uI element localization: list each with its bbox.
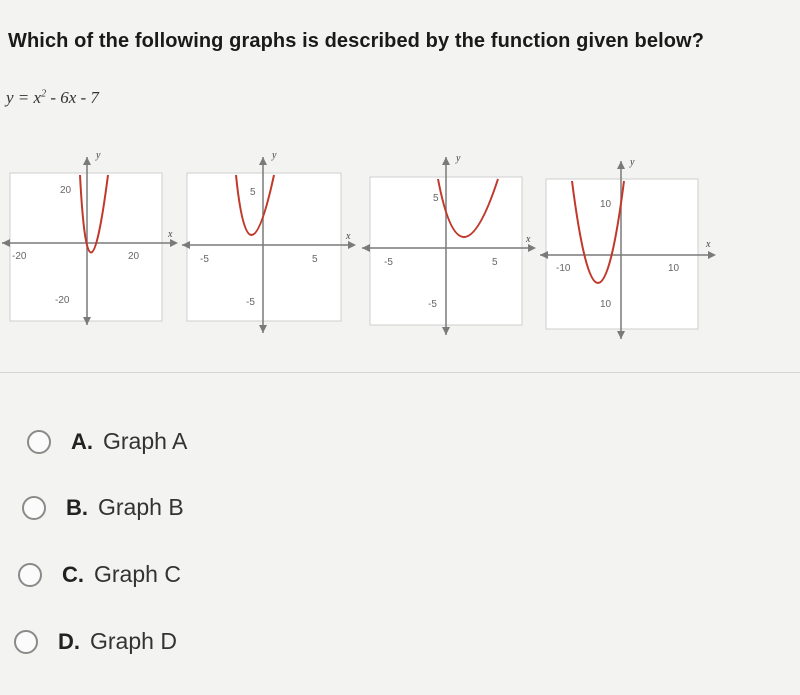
x-tick-neg: -5 — [384, 257, 393, 268]
choice-letter: D. — [58, 628, 80, 654]
y-tick-neg: -5 — [246, 297, 255, 308]
y-tick-neg: 10 — [600, 299, 612, 310]
choice-b[interactable] — [22, 494, 184, 521]
section-divider — [0, 372, 800, 373]
x-axis-arrow-left — [540, 251, 548, 259]
choice-label: Graph B — [98, 494, 184, 520]
x-tick-neg: -5 — [200, 254, 209, 265]
choice-label: Graph A — [103, 428, 188, 454]
y-axis-arrow — [259, 157, 267, 165]
x-tick-pos: 20 — [128, 251, 140, 262]
graph-d — [540, 145, 720, 345]
x-tick-pos: 10 — [668, 263, 680, 274]
x-axis-arrow — [708, 251, 716, 259]
y-axis-arrow — [83, 157, 91, 165]
radio-a[interactable] — [27, 430, 51, 454]
x-axis-label: x — [526, 234, 531, 245]
radio-b[interactable] — [22, 496, 46, 520]
graph-a — [0, 145, 180, 340]
choice-label: Graph C — [94, 561, 181, 587]
x-axis-arrow — [528, 244, 536, 252]
graph-c — [360, 145, 540, 340]
y-tick-pos: 5 — [250, 187, 256, 198]
y-tick-neg: -20 — [55, 295, 70, 306]
radio-d[interactable] — [14, 630, 38, 654]
x-tick-pos: 5 — [492, 257, 498, 268]
graph-b — [180, 145, 360, 340]
equation-lhs: y = x — [6, 88, 42, 107]
y-axis-label: y — [96, 150, 101, 161]
question-text: Which of the following graphs is described by the function given below? — [8, 30, 705, 52]
y-axis-label: y — [630, 157, 635, 168]
graph-box — [187, 173, 341, 321]
x-axis-arrow-left — [362, 244, 370, 252]
y-tick-neg: -5 — [428, 299, 437, 310]
x-axis-label: x — [168, 229, 173, 240]
x-axis-arrow-left — [2, 239, 10, 247]
y-axis-arrow — [442, 157, 450, 165]
graph-options — [0, 145, 800, 345]
y-axis-arrow-bottom — [617, 331, 625, 339]
x-axis-arrow-left — [182, 241, 190, 249]
y-tick-pos: 5 — [433, 193, 439, 204]
equation-exponent: 2 — [41, 88, 47, 100]
choice-d[interactable] — [14, 628, 177, 655]
y-tick-pos: 20 — [60, 185, 72, 196]
choice-letter: A. — [71, 428, 93, 454]
y-axis-label: y — [456, 153, 461, 164]
y-tick-pos: 10 — [600, 199, 612, 210]
function-equation — [6, 88, 99, 108]
x-axis-label: x — [706, 239, 711, 250]
x-tick-pos: 5 — [312, 254, 318, 265]
x-axis-label: x — [346, 231, 351, 242]
x-tick-neg: -10 — [556, 263, 571, 274]
x-axis-arrow — [170, 239, 178, 247]
choice-a[interactable] — [27, 428, 187, 455]
y-axis-label: y — [272, 150, 277, 161]
choice-label: Graph D — [90, 628, 177, 654]
y-axis-arrow — [617, 161, 625, 169]
equation-rhs: - 6x - 7 — [46, 88, 99, 107]
choice-letter: B. — [66, 494, 88, 520]
x-tick-neg: -20 — [12, 251, 27, 262]
choice-letter: C. — [62, 561, 84, 587]
choice-c[interactable] — [18, 561, 181, 588]
x-axis-arrow — [348, 241, 356, 249]
y-axis-arrow-bottom — [442, 327, 450, 335]
graph-box — [10, 173, 162, 321]
radio-c[interactable] — [18, 563, 42, 587]
y-axis-arrow-bottom — [259, 325, 267, 333]
